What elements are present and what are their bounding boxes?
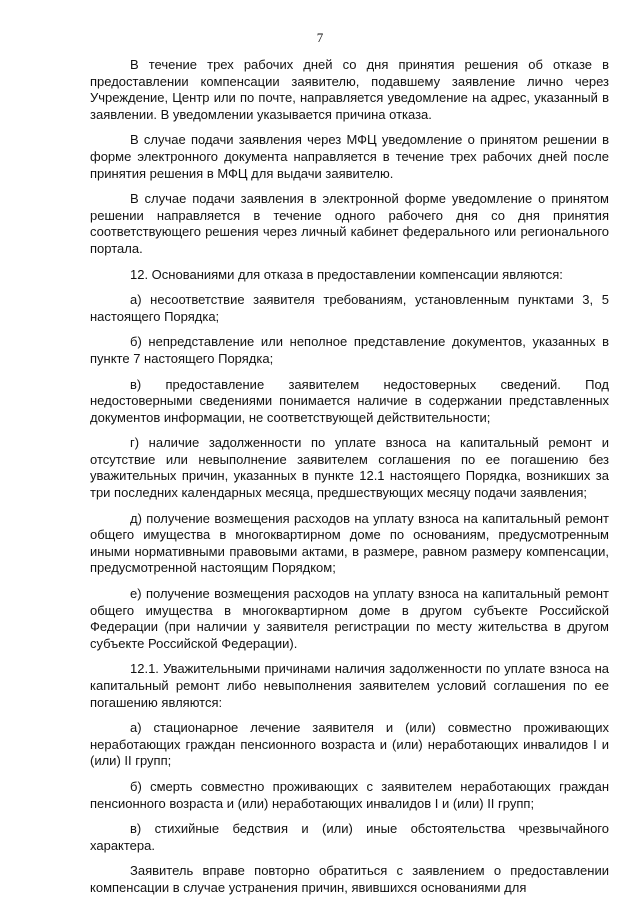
paragraph-item-12-1-heading: 12.1. Уважительными причинами наличия задолженности по уплате взноса на капитальный ремонт либо невыполнения заявителем условий соглашения по ее погашению являются: [90,661,609,710]
paragraph-item-12-1-v: в) стихийные бедствия и (или) иные обстоятельства чрезвычайного характера. [90,821,609,853]
document-body [90,57,609,906]
paragraph-item-12-b: б) непредставление или неполное представление документов, указанных в пункте 7 настоящего Порядка; [90,334,609,366]
paragraph-mfc-notice: В случае подачи заявления через МФЦ уведомление о принятом решении в форме электронного документа направляется в течение трех рабочих дней после принятия решения в МФЦ для выдачи заявителю. [90,132,609,181]
paragraph-item-12-a: а) несоответствие заявителя требованиям, установленным пунктами 3, 5 настоящего Порядка; [90,292,609,324]
paragraph-item-12-g: г) наличие задолженности по уплате взноса на капитальный ремонт и отсутствие или невыполнение заявителем соглашения по ее погашению без уважительных причин, указанных в пункте 12.1 настоящего Порядка, возникших за три последних календарных месяца, предшествующих месяцу подачи заявления; [90,435,609,501]
paragraph-item-12-1-b: б) смерть совместно проживающих с заявителем неработающих граждан пенсионного возраста и (или) неработающих инвалидов I и (или) II групп; [90,778,609,811]
paragraph-item-12-v: в) предоставление заявителем недостоверных сведений. Под недостоверными сведениями понимается наличие в содержании представленных документов информации, не соответствующей действительности; [90,376,609,425]
paragraph-electronic-notice: В случае подачи заявления в электронной форме уведомление о принятом решении направляется в течение одного рабочего дня со дня принятия соответствующего решения через личный кабинет федерального или регионального портала. [90,191,609,256]
paragraph-reapply: Заявитель вправе повторно обратиться с заявлением о предоставлении компенсации в случае устранения причин, явившихся основаниями для [90,863,609,895]
paragraph-refusal-notice-timing: В течение трех рабочих дней со дня принятия решения об отказе в предоставлении компенсации заявителю, подавшему заявление лично через Учреждение, Центр или по почте, направляется уведомление на адрес, указанный в заявлении. В уведомлении указывается причина отказа. [90,57,609,122]
paragraph-item-12-d: д) получение возмещения расходов на уплату взноса на капитальный ремонт общего имущества в многоквартирном доме по основаниям, предусмотренным иными нормативными правовыми актами, в размере, равном размеру компенсации, предусмотренной настоящим Порядком; [90,510,609,576]
paragraph-item-12-heading: 12. Основаниями для отказа в предоставлении компенсации являются: [130,266,563,282]
paragraph-item-12-e: е) получение возмещения расходов на уплату взноса на капитальный ремонт общего имущества в многоквартирном доме в другом субъекте Российской Федерации (при наличии у заявителя регистрации по месту жительства в другом субъекте Российской Федерации). [90,586,609,651]
paragraph-item-12-1-a: а) стационарное лечение заявителя и (или) совместно проживающих неработающих граждан пенсионного возраста и (или) неработающих инвалидов I и (или) II групп; [90,720,609,769]
page-number: 7 [316,30,324,45]
